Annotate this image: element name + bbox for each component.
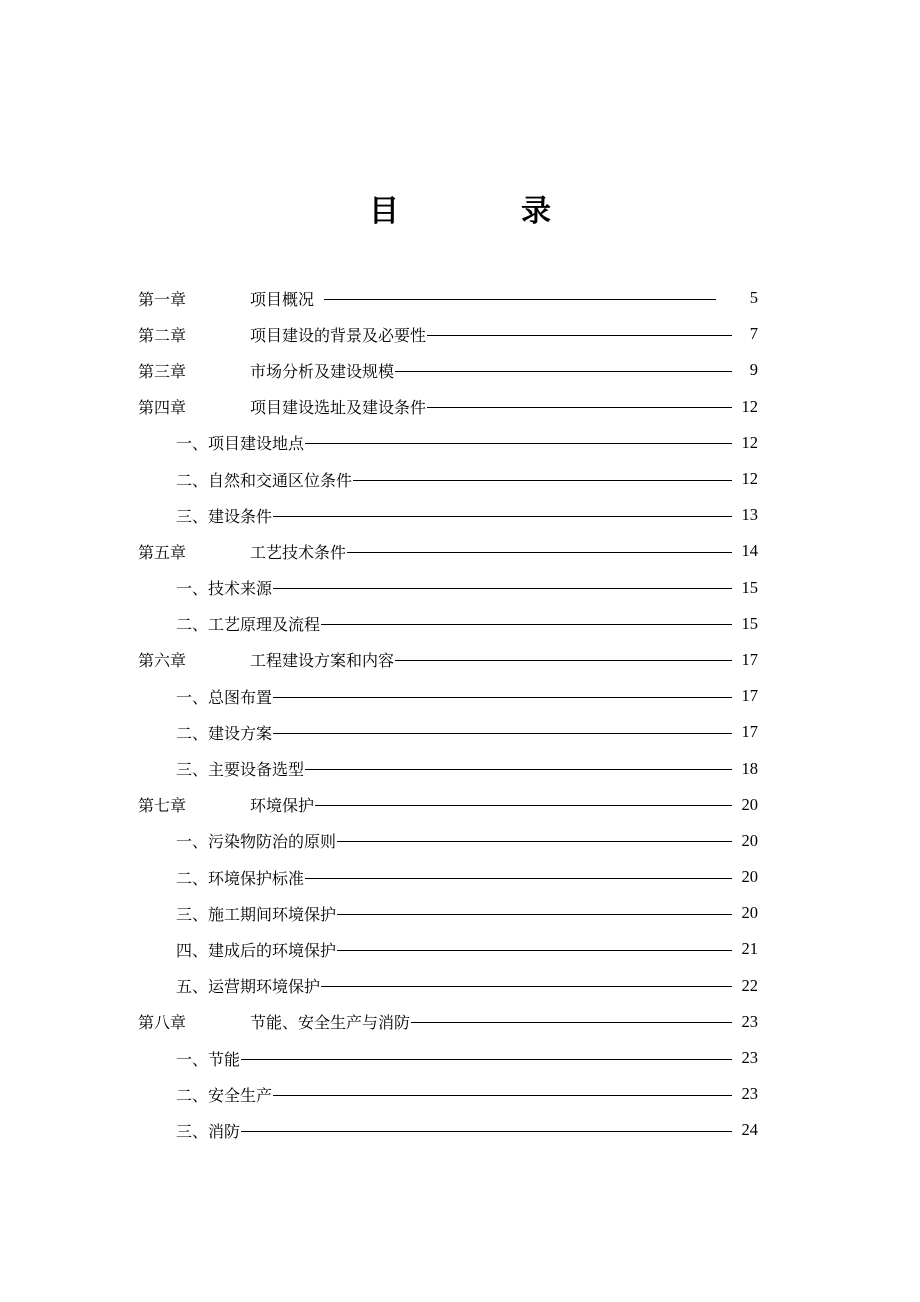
dot-leader — [395, 371, 732, 372]
page-number: 18 — [741, 758, 758, 778]
chapter-number: 第三章 — [138, 361, 187, 381]
toc-section-entry[interactable] — [138, 714, 758, 750]
toc-section-entry[interactable] — [138, 570, 758, 606]
toc-section-entry[interactable] — [138, 931, 758, 967]
entry-title: 市场分析及建设规模 — [250, 361, 395, 381]
dot-leader — [347, 552, 732, 553]
chapter-number: 第一章 — [138, 289, 187, 309]
page-number: 24 — [741, 1120, 758, 1140]
dot-leader — [273, 588, 732, 589]
entry-title: 一、项目建设地点 — [176, 434, 305, 454]
dot-leader — [321, 624, 732, 625]
chapter-number: 第五章 — [138, 542, 187, 562]
dot-leader — [305, 878, 732, 879]
page-number: 15 — [741, 577, 758, 597]
page-number: 12 — [741, 469, 758, 489]
entry-title: 一、污染物防治的原则 — [176, 832, 337, 852]
entry-title: 环境保护 — [250, 796, 315, 816]
toc-chapter-entry[interactable] — [138, 642, 758, 678]
page-number: 20 — [741, 903, 758, 923]
page-number: 15 — [741, 613, 758, 633]
dot-leader — [353, 480, 732, 481]
toc-section-entry[interactable] — [138, 750, 758, 786]
page-number: 23 — [741, 1011, 758, 1031]
entry-title: 三、建设条件 — [176, 506, 273, 526]
toc-title: 目 录 — [369, 194, 597, 229]
page-number: 12 — [741, 396, 758, 416]
entry-title: 一、节能 — [176, 1049, 241, 1069]
entry-title: 项目建设选址及建设条件 — [250, 398, 427, 418]
entry-title: 二、自然和交通区位条件 — [176, 470, 353, 490]
toc-section-entry[interactable] — [138, 859, 758, 895]
dot-leader — [321, 986, 732, 987]
dot-leader — [324, 299, 716, 300]
dot-leader — [273, 697, 732, 698]
toc-section-entry[interactable] — [138, 678, 758, 714]
page-number: 20 — [741, 830, 758, 850]
entry-title: 三、主要设备选型 — [176, 760, 305, 780]
page-number: 17 — [741, 649, 758, 669]
entry-title: 二、工艺原理及流程 — [176, 615, 321, 635]
entry-title: 一、技术来源 — [176, 579, 273, 599]
toc-chapter-entry[interactable] — [138, 280, 758, 316]
toc-section-entry[interactable] — [138, 1040, 758, 1076]
page-number: 9 — [749, 360, 758, 380]
entry-title: 二、建设方案 — [176, 723, 273, 743]
toc-section-entry[interactable] — [138, 497, 758, 533]
page-number: 21 — [741, 939, 758, 959]
entry-title: 三、消防 — [176, 1121, 241, 1141]
toc-section-entry[interactable] — [138, 425, 758, 461]
chapter-number: 第四章 — [138, 398, 187, 418]
entry-title: 工艺技术条件 — [250, 542, 347, 562]
page-number: 22 — [741, 975, 758, 995]
toc-list — [138, 280, 758, 1149]
dot-leader — [315, 805, 732, 806]
page-number: 17 — [741, 686, 758, 706]
entry-title: 五、运营期环境保护 — [176, 977, 321, 997]
dot-leader — [273, 1095, 732, 1096]
entry-title: 二、环境保护标准 — [176, 868, 305, 888]
toc-section-entry[interactable] — [138, 895, 758, 931]
toc-section-entry[interactable] — [138, 1112, 758, 1148]
page-number: 23 — [741, 1048, 758, 1068]
dot-leader — [305, 443, 732, 444]
dot-leader — [411, 1022, 732, 1023]
chapter-number: 第六章 — [138, 651, 187, 671]
toc-section-entry[interactable] — [138, 461, 758, 497]
dot-leader — [337, 841, 732, 842]
entry-title: 节能、安全生产与消防 — [250, 1013, 411, 1033]
dot-leader — [337, 914, 732, 915]
page-number: 20 — [741, 867, 758, 887]
page-number: 13 — [741, 505, 758, 525]
toc-section-entry[interactable] — [138, 606, 758, 642]
entry-title: 四、建成后的环境保护 — [176, 940, 337, 960]
dot-leader — [273, 516, 732, 517]
dot-leader — [241, 1059, 732, 1060]
toc-chapter-entry[interactable] — [138, 316, 758, 352]
toc-section-entry[interactable] — [138, 1076, 758, 1112]
page-number: 5 — [749, 288, 758, 308]
page-number: 7 — [749, 324, 758, 344]
toc-chapter-entry[interactable] — [138, 533, 758, 569]
dot-leader — [241, 1131, 732, 1132]
entry-title: 项目建设的背景及必要性 — [250, 325, 427, 345]
dot-leader — [337, 950, 732, 951]
page-number: 23 — [741, 1084, 758, 1104]
chapter-number: 第七章 — [138, 796, 187, 816]
page-number: 14 — [741, 541, 758, 561]
entry-title: 工程建设方案和内容 — [250, 651, 395, 671]
chapter-number: 第二章 — [138, 325, 187, 345]
entry-title: 一、总图布置 — [176, 687, 273, 707]
entry-title: 二、安全生产 — [176, 1085, 273, 1105]
dot-leader — [305, 769, 732, 770]
entry-title: 项目概况 — [250, 289, 315, 309]
page-number: 20 — [741, 794, 758, 814]
toc-chapter-entry[interactable] — [138, 389, 758, 425]
toc-section-entry[interactable] — [138, 968, 758, 1004]
toc-chapter-entry[interactable] — [138, 1004, 758, 1040]
entry-title: 三、施工期间环境保护 — [176, 904, 337, 924]
toc-section-entry[interactable] — [138, 823, 758, 859]
page-number: 12 — [741, 432, 758, 452]
dot-leader — [395, 660, 732, 661]
dot-leader — [273, 733, 732, 734]
dot-leader — [427, 335, 732, 336]
dot-leader — [427, 407, 732, 408]
toc-chapter-entry[interactable] — [138, 787, 758, 823]
page-number: 17 — [741, 722, 758, 742]
toc-chapter-entry[interactable] — [138, 352, 758, 388]
chapter-number: 第八章 — [138, 1013, 187, 1033]
